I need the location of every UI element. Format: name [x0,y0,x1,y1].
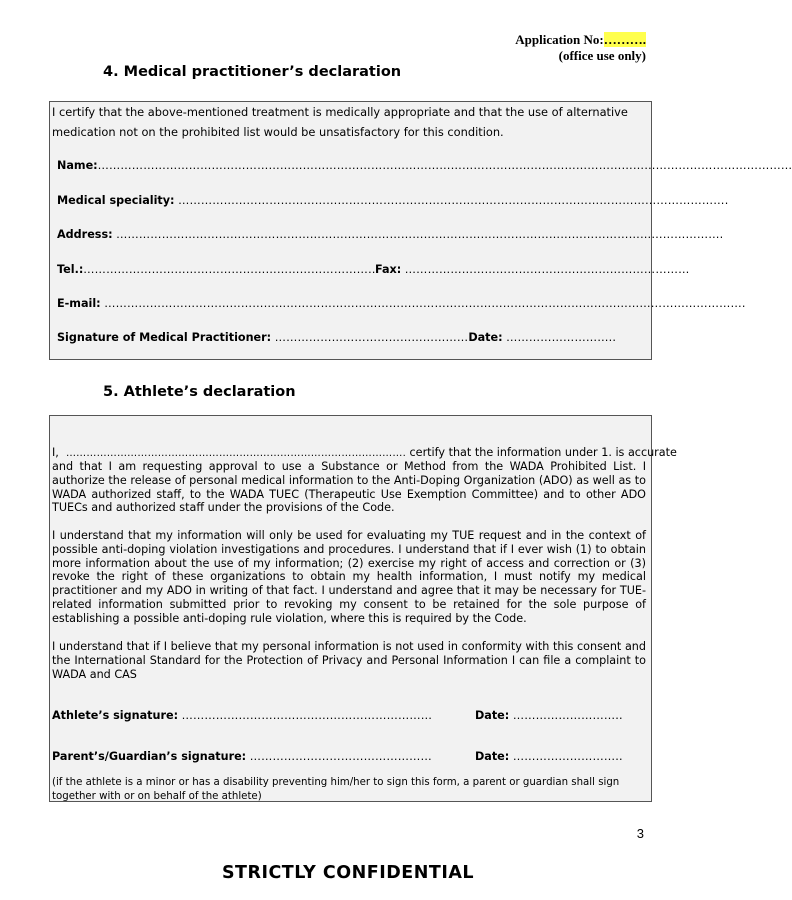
medical-speciality-field[interactable]: ………………………………………………………………………………………………………………………………. [178,194,729,207]
practitioner-date-label: Date: [468,331,503,344]
practitioner-name-row [57,159,792,172]
practitioner-signature-label: Signature of Medical Practitioner: [57,331,272,344]
athlete-declaration-paragraph1: and that I am requesting approval to use a Substance or Method from the WADA Prohibited List. I authorize the release of personal medical information to the Anti-Doping Organization (ADO) as well as to WADA authorized staff, to the WADA TUEC (Therapeutic Use Exemption Committee) and to other ADO TUECs and authorized staff under the provisions of the Code. [52,460,646,515]
email-field[interactable]: ……………………………………………………………………………………………………………………………………………………. [104,297,746,310]
page-number: 3 [636,826,644,841]
athlete-signature-field[interactable]: ………………………………………………………… [181,709,433,722]
athlete-date-label: Date: [475,709,510,722]
tel-row [57,263,380,276]
practitioner-name-label: Name: [57,159,98,172]
practitioner-name-field[interactable]: ………………………………………………………………………………………………………………………………………………………………… [97,159,792,172]
athlete-signature-row [52,709,432,722]
address-label: Address: [57,228,113,241]
guardian-date-label: Date: [475,750,510,763]
medical-practitioner-declaration-box [49,101,792,360]
guardian-signature-field[interactable]: ………………………………………… [249,750,432,763]
athlete-declaration-box [49,415,677,802]
practitioner-statement-line2: medication not on the prohibited list would be unsatisfactory for this condition. [52,125,504,139]
address-field[interactable]: ……………………………………………………………………………………………………………………………………………. [116,228,724,241]
guardian-signature-row [52,750,432,763]
medical-speciality-row [57,194,729,207]
fax-label: Fax: [375,263,402,276]
application-number-value[interactable]: ………. [603,32,646,47]
confidential-footer: STRICTLY CONFIDENTIAL [221,863,475,883]
section5-heading: 5. Athlete’s declaration [103,384,296,400]
athlete-date-field[interactable]: ……………………….. [512,709,623,722]
practitioner-signature-field[interactable]: …………………………………………… [274,331,469,344]
athlete-declaration-paragraph3: I understand that if I believe that my personal information is not used in conformity with this consent and the International Standard for the Protection of Privacy and Personal Information I can file a complaint to WADA and CAS [52,640,646,681]
athlete-declaration-line1-rest: certify that the information under 1. is accurate [409,446,677,459]
practitioner-date-field[interactable]: ……………………….. [506,331,617,344]
practitioner-statement-line1: I certify that the above-mentioned treatment is medically appropriate and that the use of alternative [52,105,628,119]
fax-field[interactable]: ………………………………………………………………… [404,263,690,276]
tel-field[interactable]: …………………………………………………………………… [83,263,380,276]
email-row [57,297,746,310]
athlete-signature-label: Athlete’s signature: [52,709,179,722]
guardian-note: (if the athlete is a minor or has a disability preventing him/her to sign this form, a parent or guardian shall sign together with or on behalf of the athlete) [52,777,620,802]
office-use-note: (office use only) [558,48,646,63]
medical-speciality-label: Medical speciality: [57,194,175,207]
guardian-date-row [475,750,635,763]
athlete-declaration-first-line [52,446,677,459]
address-row [57,228,724,241]
athlete-name-field[interactable]: ………………………………………………………………………………………. [65,448,406,459]
guardian-date-field[interactable]: ……………………….. [512,750,623,763]
guardian-signature-label: Parent’s/Guardian’s signature: [52,750,247,763]
email-label: E-mail: [57,297,101,310]
athlete-date-row [475,709,635,722]
application-number-block [446,32,646,64]
fax-row [375,263,690,276]
application-number-label: Application No: [515,32,604,47]
practitioner-signature-row [57,331,630,344]
athlete-i-prefix: I, [52,446,59,459]
application-number-line [446,32,646,48]
tel-label: Tel.: [57,263,84,276]
section4-heading: 4. Medical practitioner’s declaration [103,64,402,80]
athlete-declaration-paragraph2: I understand that my information will only be used for evaluating my TUE request and in the context of possible anti-doping violation investigations and procedures. I understand that if I ever wish (1) to obtain more information about the use of my information; (2) exercise my right of access and correction or (3) revoke the right of these organizations to obtain my health information, I must notify my medical practitioner and my ADO in writing of that fact. I understand and agree that it may be necessary for TUE-related information submitted prior to revoking my consent to be retained for the sole purpose of establishing a possible anti-doping rule violation, where this is required by the Code. [52,529,646,625]
